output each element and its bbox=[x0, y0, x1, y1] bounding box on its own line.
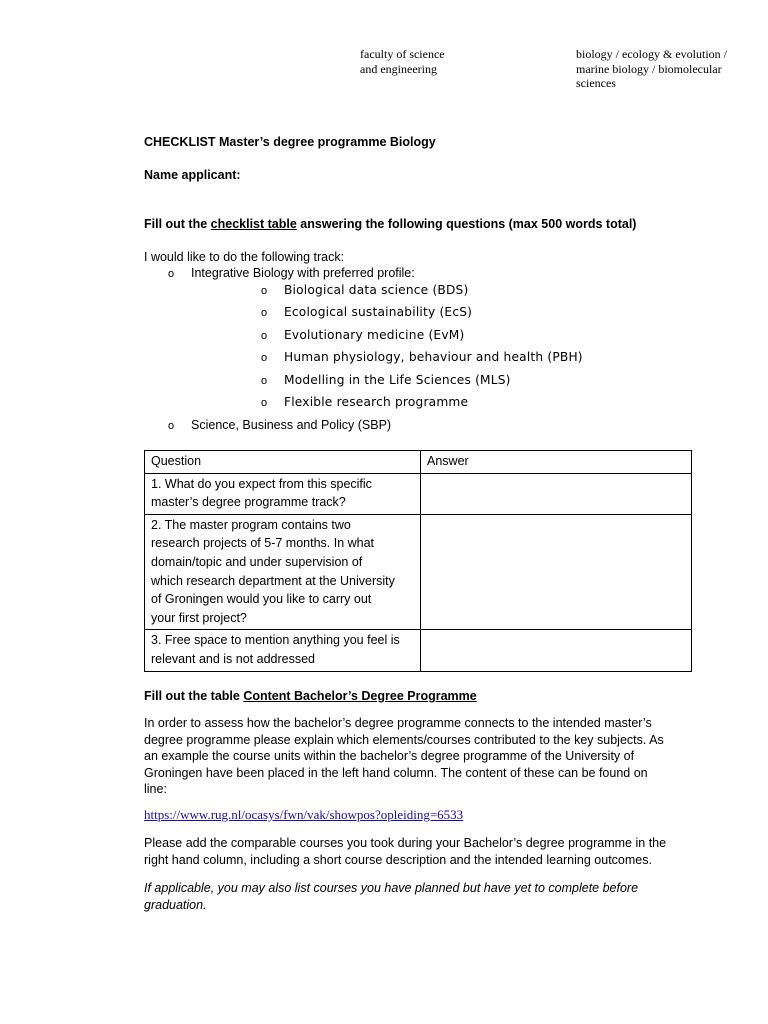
bullet-icon: o bbox=[168, 420, 175, 432]
checklist-instruction-prefix: Fill out the bbox=[144, 217, 211, 231]
question-line: 3. Free space to mention anything you feel is bbox=[151, 633, 400, 648]
table-row bbox=[145, 514, 692, 630]
question-line: which research department at the University bbox=[151, 573, 395, 588]
name-applicant-label: Name applicant: bbox=[144, 168, 241, 182]
question-line: of Groningen would you like to carry out bbox=[151, 592, 372, 607]
content-instruction-prefix: Fill out the table bbox=[144, 689, 244, 703]
table-row bbox=[145, 630, 692, 671]
bullet-icon: o bbox=[261, 285, 268, 297]
content-table-link[interactable]: Content Bachelor’s Degree Programme bbox=[243, 689, 477, 703]
faculty-line: and engineering bbox=[360, 61, 437, 76]
applicable-paragraph bbox=[144, 880, 704, 913]
question-cell bbox=[145, 630, 421, 671]
checklist-instruction-suffix: answering the following questions (max 500 words total) bbox=[296, 217, 637, 231]
paragraph-line: In order to assess how the bachelor’s degree programme connects to the intended master’s bbox=[144, 716, 652, 730]
programme-line: sciences bbox=[576, 76, 616, 90]
paragraph-line: If applicable, you may also list courses you have planned but have yet to complete before bbox=[144, 881, 639, 895]
faculty-header bbox=[360, 47, 510, 76]
answer-cell[interactable] bbox=[421, 630, 692, 671]
content-instruction bbox=[144, 688, 477, 704]
question-cell bbox=[145, 514, 421, 630]
paragraph-line: an example the course units within the bachelor’s degree programme of the University of bbox=[144, 749, 635, 763]
question-cell bbox=[145, 473, 421, 514]
column-header-question: Question bbox=[145, 451, 421, 474]
track-intro: I would like to do the following track: bbox=[144, 250, 345, 264]
programme-line: marine biology / biomolecular bbox=[576, 61, 722, 76]
question-line: master’s degree programme track? bbox=[151, 495, 346, 510]
checklist-table-link[interactable]: checklist table bbox=[210, 217, 297, 231]
comparable-paragraph bbox=[144, 835, 704, 868]
bullet-icon: o bbox=[261, 307, 268, 319]
question-line: 1. What do you expect from this specific bbox=[151, 476, 372, 491]
question-line: research projects of 5-7 months. In what bbox=[151, 536, 375, 551]
document-title: CHECKLIST Master’s degree programme Biology bbox=[144, 135, 436, 149]
profile-item: Biological data science (BDS) bbox=[284, 283, 469, 297]
question-line: domain/topic and under supervision of bbox=[151, 554, 363, 569]
paragraph-line: Groningen have been placed in the left hand column. The content of these can be found on bbox=[144, 765, 648, 780]
track-sbp: Science, Business and Policy (SBP) bbox=[191, 418, 392, 432]
bullet-icon: o bbox=[168, 268, 175, 280]
question-line: your first project? bbox=[151, 610, 247, 625]
paragraph-line: Please add the comparable courses you took during your Bachelor’s degree programme in the bbox=[144, 836, 667, 850]
table-row bbox=[145, 473, 692, 514]
faculty-line: faculty of science bbox=[360, 47, 445, 61]
profile-item: Ecological sustainability (EcS) bbox=[284, 305, 473, 319]
paragraph-line: right hand column, including a short course description and the intended learning outcomes. bbox=[144, 852, 652, 867]
question-line: relevant and is not addressed bbox=[151, 651, 315, 666]
assess-paragraph bbox=[144, 715, 704, 798]
table-header-row bbox=[145, 451, 692, 474]
column-header-answer: Answer bbox=[421, 451, 692, 474]
profile-item: Flexible research programme bbox=[284, 395, 469, 409]
programme-header bbox=[576, 47, 751, 91]
answer-cell[interactable] bbox=[421, 473, 692, 514]
profile-item: Modelling in the Life Sciences (MLS) bbox=[284, 373, 511, 387]
checklist-instruction bbox=[144, 216, 636, 232]
paragraph-line: graduation. bbox=[144, 897, 207, 912]
bullet-icon: o bbox=[261, 330, 268, 342]
checklist-table bbox=[144, 450, 692, 672]
profile-item: Human physiology, behaviour and health (PBH) bbox=[284, 350, 583, 364]
paragraph-line: line: bbox=[144, 782, 167, 796]
question-line: 2. The master program contains two bbox=[151, 517, 351, 532]
profile-item: Evolutionary medicine (EvM) bbox=[284, 328, 465, 342]
bullet-icon: o bbox=[261, 352, 268, 364]
paragraph-line: degree programme please explain which elements/courses contributed to the key subjects. As bbox=[144, 732, 664, 747]
bullet-icon: o bbox=[261, 397, 268, 409]
track-integrative: Integrative Biology with preferred profile: bbox=[191, 266, 415, 280]
ocasys-url-link[interactable]: https://www.rug.nl/ocasys/fwn/vak/showpos?opleiding=6533 bbox=[144, 807, 464, 822]
bullet-icon: o bbox=[261, 375, 268, 387]
programme-line: biology / ecology & evolution / bbox=[576, 47, 727, 61]
answer-cell[interactable] bbox=[421, 514, 692, 630]
